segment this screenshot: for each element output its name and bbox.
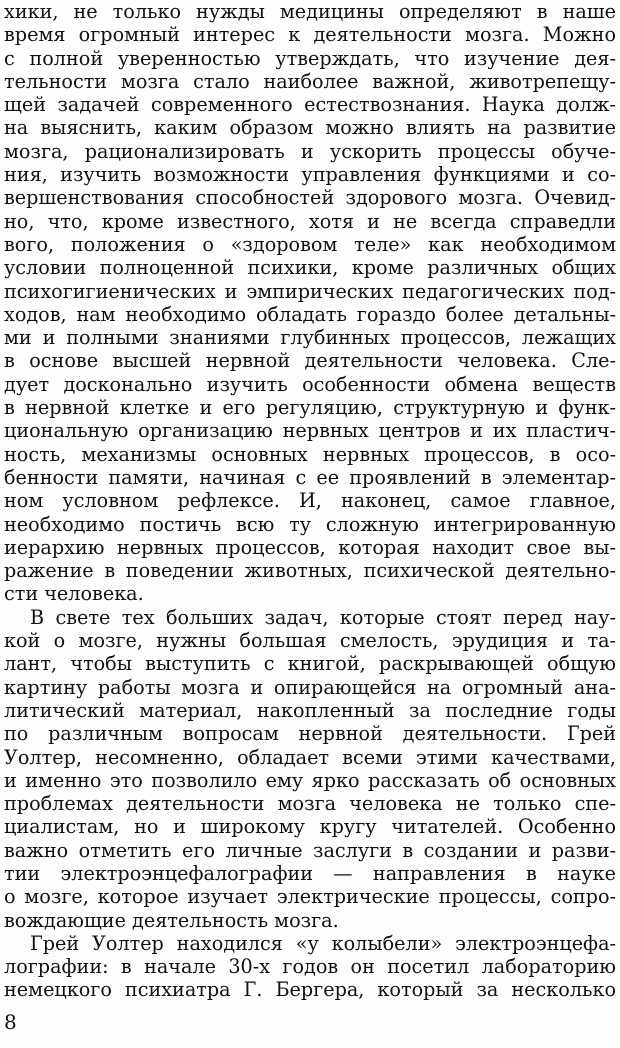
- paragraph: [4, 0, 616, 606]
- text-line: щей задачей современного естествознания. Наука долж-: [4, 93, 616, 117]
- text-line: лографии: в начале 30-х годов он посетил лабораторию: [4, 955, 616, 979]
- text-line: тии электроэнцефалографии — направления в науке: [4, 861, 616, 885]
- text-line: с полной уверенностью утверждать, что изучение дея-: [4, 46, 616, 70]
- text-line: лант, чтобы выступить с книгой, раскрывающей общую: [4, 652, 616, 676]
- paragraph: [4, 606, 616, 932]
- text-line: дует досконально изучить особенности обмена веществ: [4, 372, 616, 396]
- text-line: тельности мозга стало наиболее важной, животрепещу-: [4, 69, 616, 93]
- page-number: 8: [4, 1010, 17, 1034]
- text-line: ми и полными знаниями глубинных процессов, лежащих: [4, 326, 616, 350]
- text-line: в нервной клетке и его регуляцию, структурную и функ-: [4, 396, 616, 420]
- text-line: В свете тех больших задач, которые стоят перед нау-: [30, 605, 616, 629]
- text-line: бенности памяти, начиная с ее проявлений в элементар-: [4, 465, 616, 489]
- text-line: ния, изучить возможности управления функциями и со-: [4, 163, 616, 187]
- text-line: иерархию нервных процессов, которая находит свое вы-: [4, 535, 616, 559]
- text-line: по различным вопросам нервной деятельности. Грей: [4, 722, 616, 746]
- text-line: время огромный интерес к деятельности мозга. Можно: [4, 23, 616, 47]
- text-line: сти человека.: [4, 582, 144, 606]
- text-line: кой о мозге, нужны большая смелость, эрудиция и та-: [4, 629, 616, 653]
- text-line: мозга, рационализировать и ускорить процессы обуче-: [4, 139, 616, 163]
- text-line: условии полноценной психики, кроме различных общих: [4, 256, 616, 280]
- text-line: важно отметить его личные заслуги в создании и разви-: [4, 838, 616, 862]
- text-line: немецкого психиатра Г. Бергера, который за несколько: [4, 978, 616, 1002]
- text-line: и именно это позволило ему ярко рассказать об основных: [4, 768, 616, 792]
- text-line: ность, механизмы основных нервных процессов, в осо-: [4, 442, 616, 466]
- text-line: психогигиенических и эмпирических педагогических под-: [4, 279, 616, 303]
- text-line: в основе высшей нервной деятельности человека. Сле-: [4, 349, 616, 373]
- text-line: вого, положения о «здоровом теле» как необходимом: [4, 232, 616, 256]
- text-line: необходимо постичь всю ту сложную интегрированную: [4, 512, 616, 536]
- text-line: Грей Уолтер находился «у колыбели» электроэнцефа-: [30, 931, 616, 955]
- paragraph: [4, 932, 616, 1002]
- text-line: ражение в поведении животных, психической деятельно-: [4, 559, 616, 583]
- text-line: на выяснить, каким образом можно влиять на развитие: [4, 116, 616, 140]
- text-line: хики, не только нужды медицины определяют в наше: [4, 0, 616, 23]
- text-line: литический материал, накопленный за последние годы: [4, 698, 616, 722]
- text-line: картину работы мозга и опирающейся на огромный ана-: [4, 675, 616, 699]
- text-line: вождающие деятельность мозга.: [4, 908, 339, 932]
- text-line: о мозге, которое изучает электрические процессы, сопро-: [4, 885, 616, 909]
- text-line: циалистам, но и широкому кругу читателей. Особенно: [4, 815, 616, 839]
- text-line: но, что, кроме известного, хотя и не всегда справедли: [4, 209, 616, 233]
- text-line: проблемах деятельности мозга человека не только спе-: [4, 792, 616, 816]
- body-text: [4, 0, 616, 1002]
- text-line: циональную организацию нервных центров и их пластич-: [4, 419, 616, 443]
- text-line: ном условном рефлексе. И, наконец, самое главное,: [4, 489, 616, 513]
- text-line: Уолтер, несомненно, обладает всеми этими качествами,: [4, 745, 616, 769]
- text-line: вершенствования способностей здорового мозга. Очевид-: [4, 186, 616, 210]
- text-line: ходов, нам необходимо обладать гораздо более детальны-: [4, 302, 616, 326]
